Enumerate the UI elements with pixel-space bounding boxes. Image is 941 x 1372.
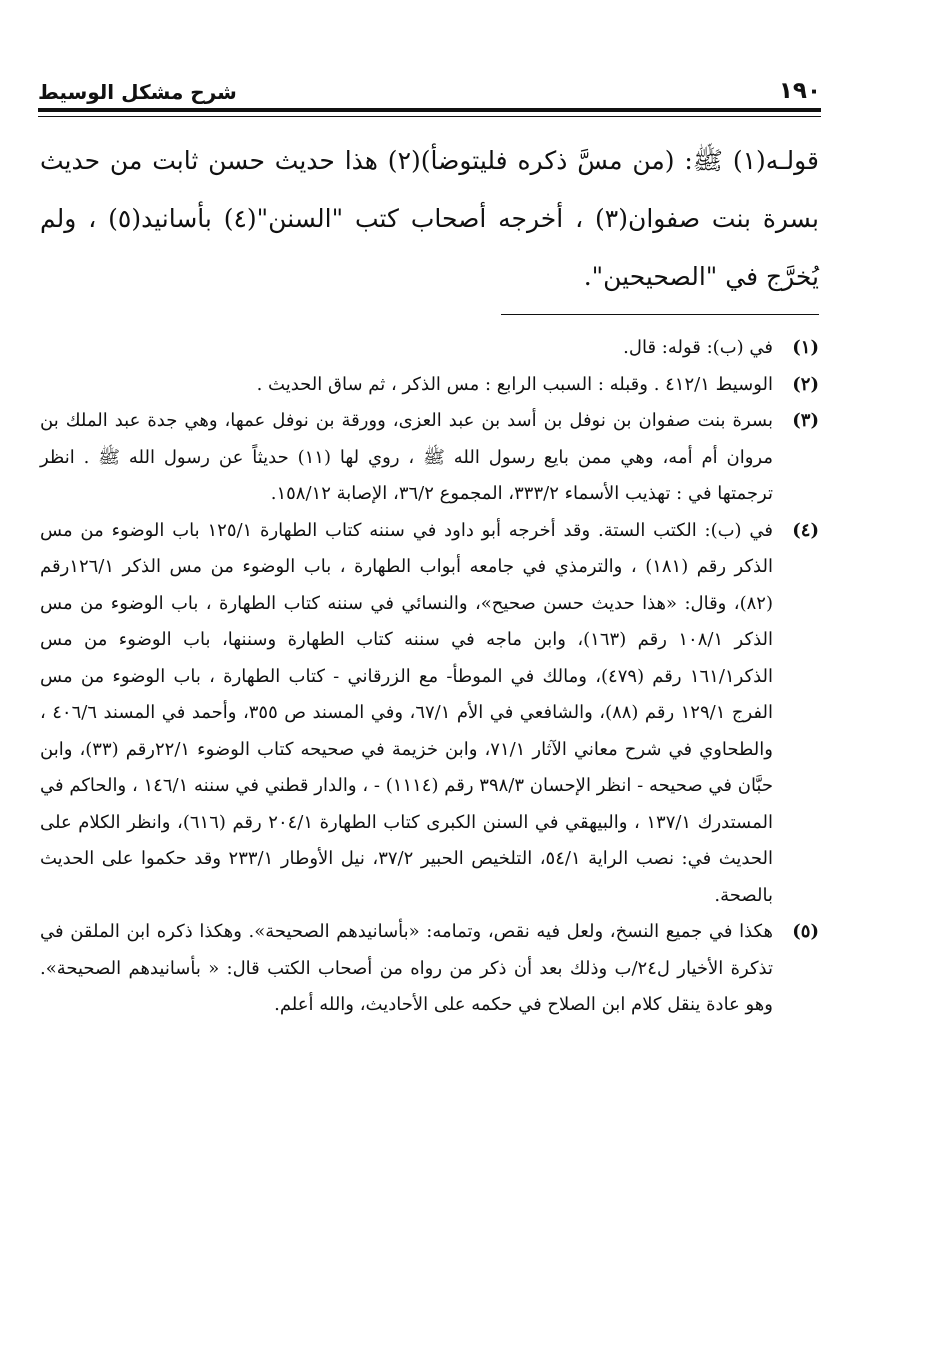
main-text [40,132,819,306]
footnote-number: (٣) [792,410,819,431]
footnote-text: بسرة بنت صفوان بن نوفل بن أسد بن عبد العزى، وورقة بن نوفل عمها، وهي جدة عبد الملك بن مروان أم أمه، وهي ممن بايع رسول الله ﷺ ، روي لها (١١) حديثاً عن رسول الله ﷺ . انظر ترجمتها في : تهذيب الأسماء ٣٣٣/٢، المجموع ٣٦/٢، الإصابة ١٥٨/١٢. [40,410,774,504]
footnote-1 [40,330,819,367]
footnote-separator [501,314,819,315]
main-paragraph: قولـه(١) ﷺ: (من مسَّ ذكره فليتوضأ)(٢) هذا حديث حسن ثابت من حديث بسرة بنت صفوان(٣) ، أخرجه أصحاب كتب "السنن"(٤) بأسانيد(٥) ، ولم يُخرَّج في "الصحيحين". [40,146,819,291]
header-rule-thick [38,108,821,112]
footnote-text: في (ب): الكتب الستة. وقد أخرجه أبو داود في سننه كتاب الطهارة ١٢٥/١ باب الوضوء من مس الذكر رقم (١٨١) ، والترمذي في جامعه أبواب الطهارة ، باب الوضوء من مس الذكر ١٢٦/١رقم (٨٢)، وقال: «هذا حديث حسن صحيح»، والنسائي في سننه كتاب الطهارة ، باب الوضوء من مس الذكر ١٠٨/١ رقم (١٦٣)، وابن ماجه في سننه كتاب الطهارة وسننها، باب الوضوء من مس الذكر١٦١/١ رقم (٤٧٩)، ومالك في الموطأ- مع الزرقاني - كتاب الطهارة ، باب الوضوء من مس الفرج ١٢٩/١ رقم (٨٨)، والشافعي في الأم ٦٧/١، وفي المسند ص ٣٥٥، وأحمد في المسند ٤٠٦/٦ ، والطحاوي في شرح معاني الآثار ٧١/١، وابن خزيمة في صحيحه كتاب الوضوء ٢٢/١رقم (٣٣)، وابن حبَّان في صحيحه - انظر الإحسان ٣٩٨/٣ رقم (١١١٤) - ، والدار قطني في سننه ١٤٦/١ ، والحاكم في المستدرك ١٣٧/١ ، والبيهقي في السنن الكبرى كتاب الطهارة ٢٠٤/١ رقم (٦١٦)، وانظر الكلام على الحديث في: نصب الراية ٥٤/١، التلخيص الحبير ٣٧/٢، نيل الأوطار ٢٣٣/١ وقد حكموا على الحديث بالصحة. [40,519,774,906]
footnote-5 [40,914,819,1024]
footnotes [40,330,819,1024]
running-title: شرح مشكل الوسيط [38,80,237,104]
header-rule-thin [38,116,821,117]
footnote-number: (١) [792,337,819,358]
footnote-3 [40,403,819,513]
footnote-number: (٢) [792,373,819,395]
footnote-4 [40,513,819,915]
footnote-2 [40,367,819,404]
footnote-number: (٤) [792,519,819,541]
page-number: ١٩٠ [778,78,821,104]
footnote-text: في (ب): قوله: قال. [623,337,773,358]
page-header [38,76,821,104]
footnote-text: الوسيط ٤١٢/١ . وقبله : السبب الرابع : مس الذكر ، ثم ساق الحديث . [256,373,773,395]
footnote-number: (٥) [792,921,819,942]
footnote-text: هكذا في جميع النسخ، ولعل فيه نقص، وتمامه: «بأسانيدهم الصحيحة». وهكذا ذكره ابن الملقن في تذكرة الأخيار ل٢٤/ب وذلك بعد أن ذكر من رواه من أصحاب الكتب قال: « بأسانيدهم الصحيحة». وهو عادة ينقل كلام ابن الصلاح في حكمه على الأحاديث، والله أعلم. [40,921,773,1015]
